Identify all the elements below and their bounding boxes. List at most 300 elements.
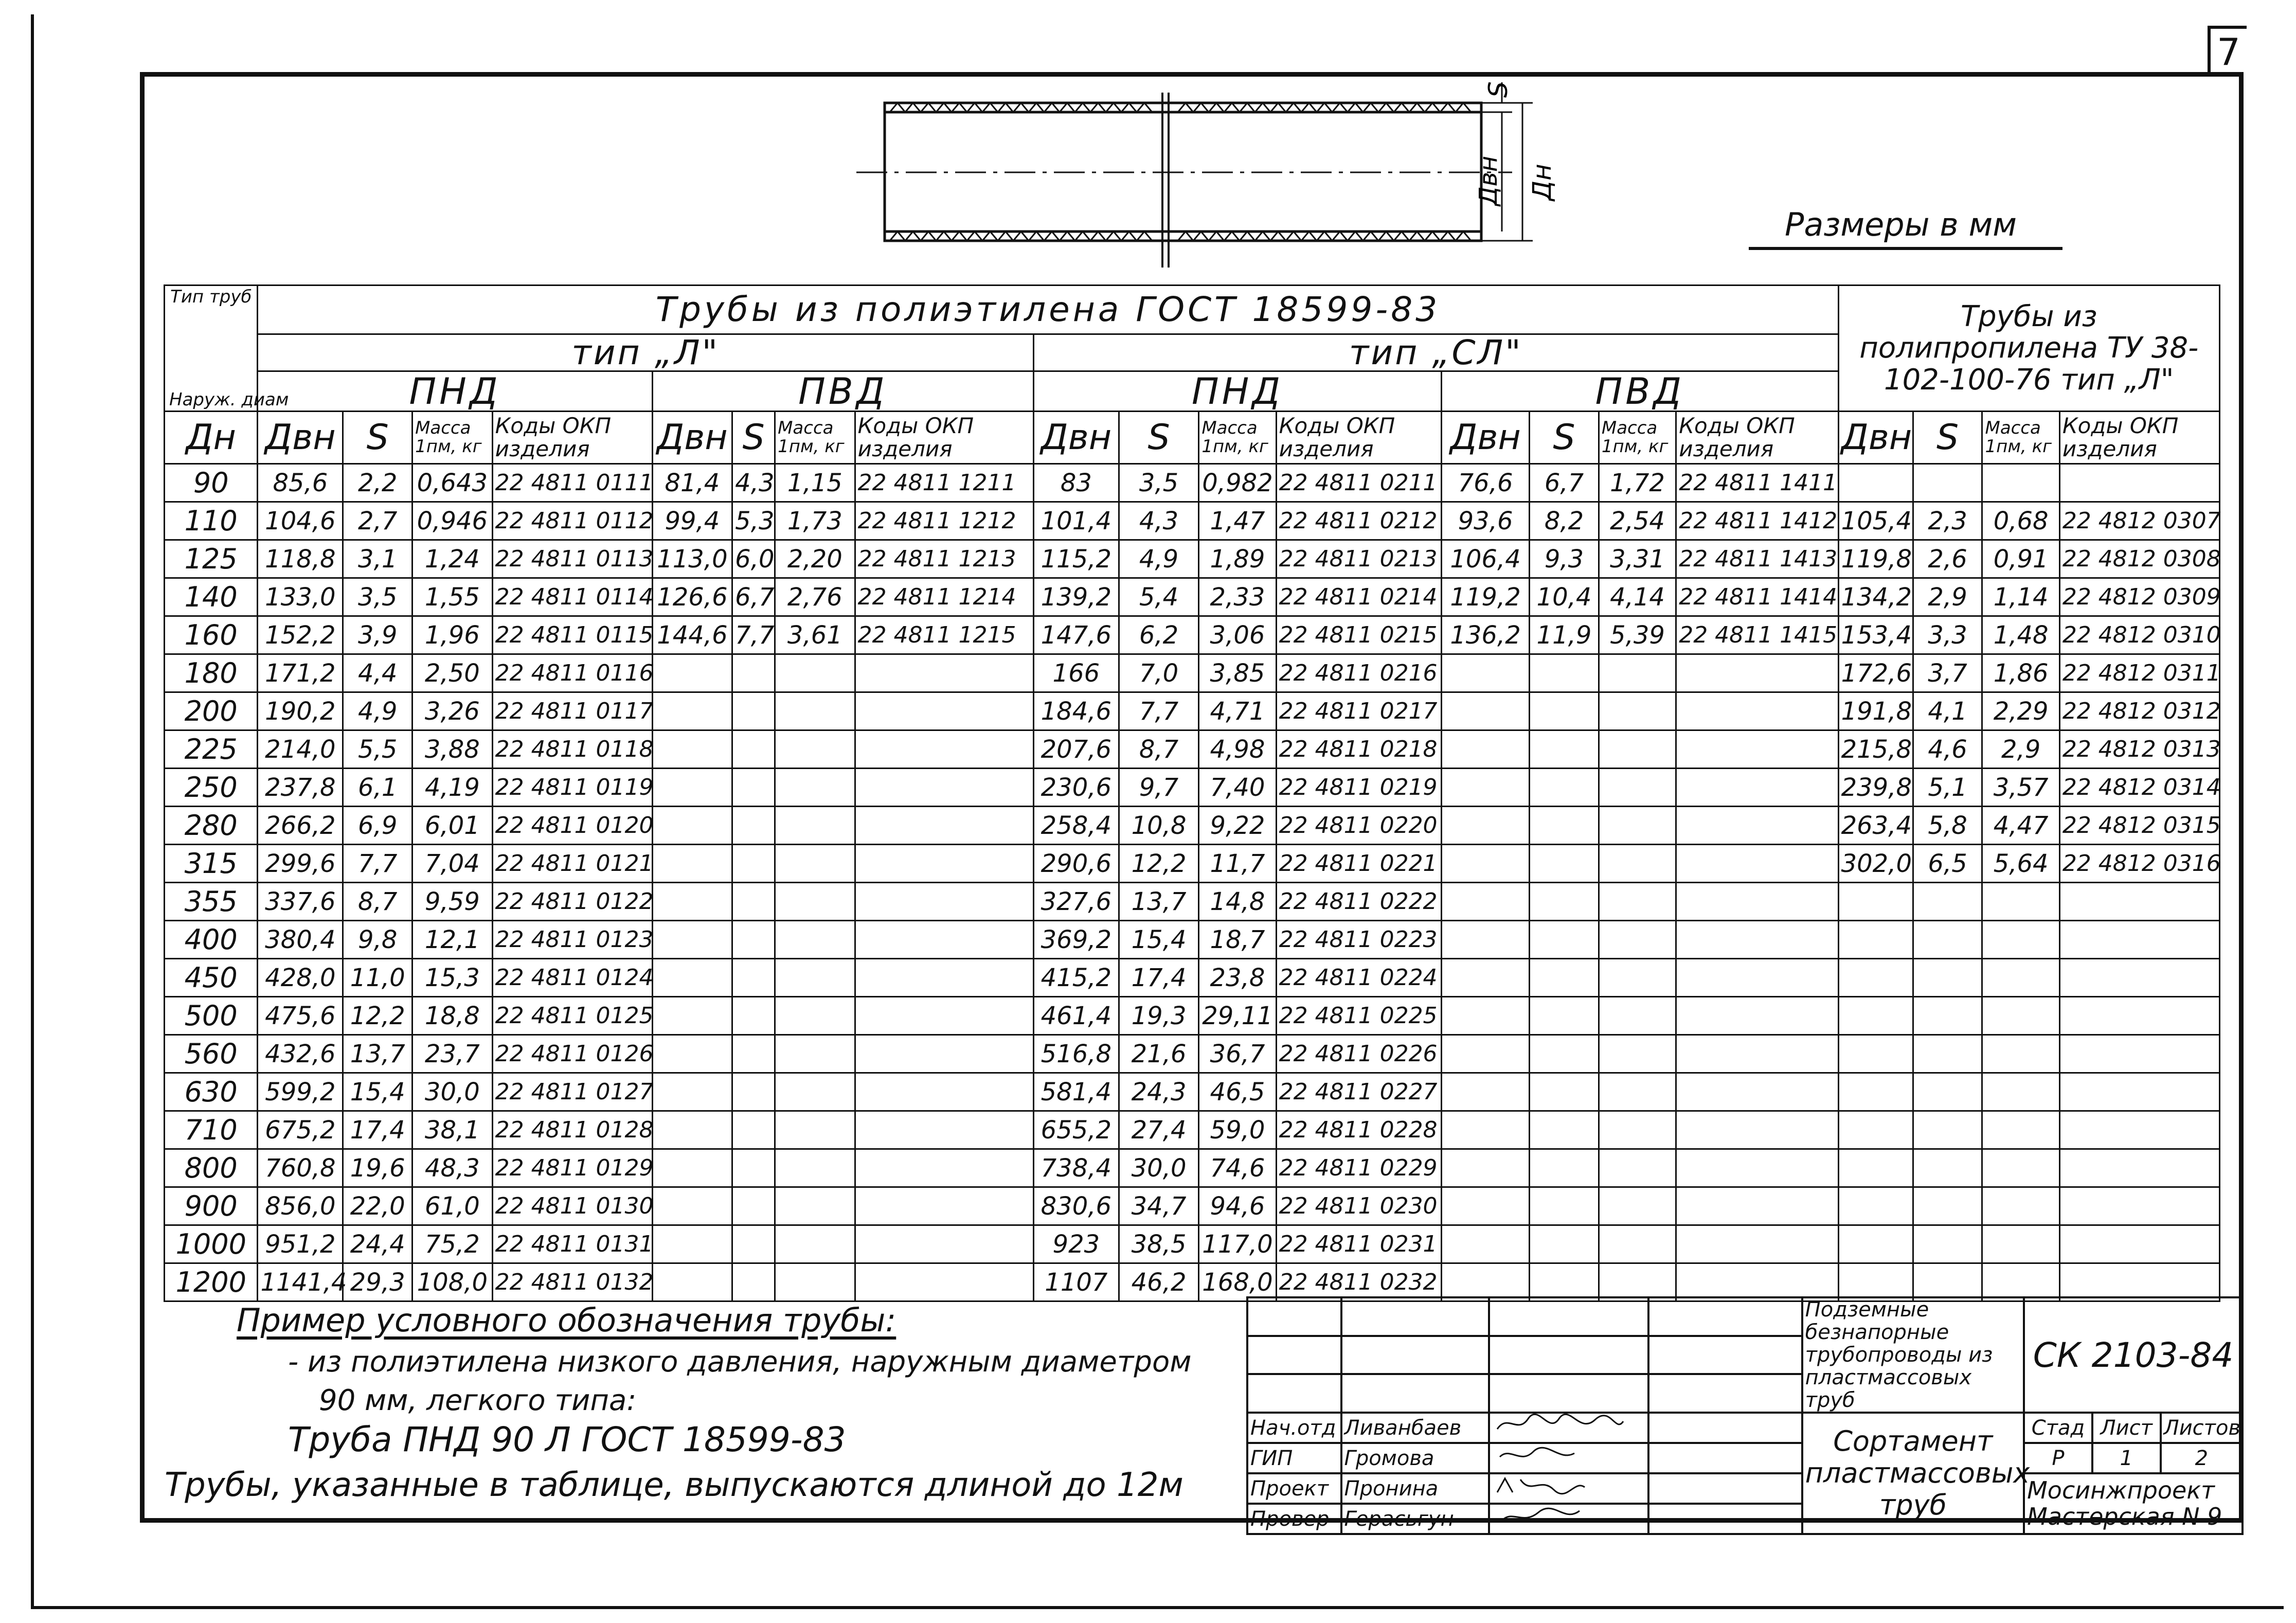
pvd-sl-mass-cell: 1,72 xyxy=(1599,464,1676,502)
pnd-l-code-cell: 22 4811 0111 xyxy=(492,464,652,502)
pp-code-cell xyxy=(2059,997,2219,1035)
pnd-sl-s-cell: 38,5 xyxy=(1119,1225,1199,1263)
outer-diameter-cell: 225 xyxy=(165,730,258,769)
outer-diameter-cell: 450 xyxy=(165,959,258,997)
pp-mass-cell xyxy=(1982,1149,2059,1187)
pvd-l-dvn-cell: 126,6 xyxy=(652,578,732,616)
pnd-l-mass-cell: 30,0 xyxy=(412,1073,493,1111)
pvd-sl-s-cell xyxy=(1530,1187,1599,1225)
pnd-sl-s-cell: 12,2 xyxy=(1119,845,1199,883)
pp-s-cell xyxy=(1913,464,1982,502)
pp-dvn-cell xyxy=(1838,1263,1913,1301)
pvd-sl-mass-cell xyxy=(1599,1111,1676,1149)
pnd-l-s-cell: 12,2 xyxy=(343,997,412,1035)
pvd-sl-dvn-cell xyxy=(1442,769,1530,807)
pp-code-cell: 22 4812 0313 xyxy=(2059,730,2219,769)
name-gip: Громова xyxy=(1341,1443,1490,1473)
pvd-sl-s-cell: 10,4 xyxy=(1530,578,1599,616)
col-s: S xyxy=(1530,412,1599,464)
pvd-sl-code-cell: 22 4811 1415 xyxy=(1676,616,1838,654)
pvd-sl-code-cell xyxy=(1676,883,1838,921)
pnd-l-s-cell: 4,9 xyxy=(343,692,412,730)
pnd-sl-code-cell: 22 4811 0214 xyxy=(1276,578,1441,616)
pnd-l-dvn-cell: 190,2 xyxy=(258,692,343,730)
table-row xyxy=(165,807,2220,845)
pnd-sl-s-cell: 17,4 xyxy=(1119,959,1199,997)
pvd-sl-code-cell xyxy=(1676,959,1838,997)
pp-dvn-cell: 239,8 xyxy=(1838,769,1913,807)
pnd-l-mass-cell: 18,8 xyxy=(412,997,493,1035)
pnd-l-code-cell: 22 4811 0120 xyxy=(492,807,652,845)
pnd-sl-dvn-cell: 830,6 xyxy=(1033,1187,1119,1225)
pp-dvn-cell xyxy=(1838,1035,1913,1073)
pnd-sl-s-cell: 3,5 xyxy=(1119,464,1199,502)
pp-mass-cell xyxy=(1982,1225,2059,1263)
pvd-l-s-cell xyxy=(732,1073,775,1111)
pvd-sl-dvn-cell xyxy=(1442,1263,1530,1301)
pvd-sl-mass-cell xyxy=(1599,1263,1676,1301)
pvd-sl-code-cell xyxy=(1676,769,1838,807)
pnd-sl-code-cell: 22 4811 0230 xyxy=(1276,1187,1441,1225)
pp-mass-cell: 0,68 xyxy=(1982,502,2059,540)
pnd-sl-s-cell: 27,4 xyxy=(1119,1111,1199,1149)
pnd-l-mass-cell: 7,04 xyxy=(412,845,493,883)
outer-diameter-cell: 560 xyxy=(165,1035,258,1073)
pp-code-cell xyxy=(2059,1225,2219,1263)
pvd-l-dvn-cell xyxy=(652,845,732,883)
pvd-l-code-cell: 22 4811 1213 xyxy=(855,540,1033,578)
pvd-sl-dvn-cell: 136,2 xyxy=(1442,616,1530,654)
pp-code-cell: 22 4812 0309 xyxy=(2059,578,2219,616)
pvd-l-dvn-cell xyxy=(652,883,732,921)
pvd-sl-mass-cell xyxy=(1599,1225,1676,1263)
pnd-l-header: ПНД xyxy=(258,371,652,412)
pnd-sl-dvn-cell: 166 xyxy=(1033,654,1119,692)
sheet-title: Сортамент пластмассовых труб xyxy=(1802,1413,2024,1534)
pvd-l-code-cell xyxy=(855,1073,1033,1111)
pvd-sl-code-cell xyxy=(1676,921,1838,959)
col-mass: Масса 1пм, кг xyxy=(775,412,855,464)
pvd-sl-dvn-cell xyxy=(1442,807,1530,845)
pvd-l-mass-cell xyxy=(775,769,855,807)
pp-mass-cell xyxy=(1982,959,2059,997)
pvd-sl-s-cell xyxy=(1530,654,1599,692)
pvd-sl-dvn-cell xyxy=(1442,1035,1530,1073)
pvd-l-mass-cell xyxy=(775,1111,855,1149)
pnd-l-dvn-cell: 475,6 xyxy=(258,997,343,1035)
pvd-sl-dvn-cell xyxy=(1442,1149,1530,1187)
pnd-l-code-cell: 22 4811 0121 xyxy=(492,845,652,883)
corner-bottom-label: Наруж. диам xyxy=(169,389,289,410)
pp-s-cell: 2,3 xyxy=(1913,502,1982,540)
pnd-sl-s-cell: 19,3 xyxy=(1119,997,1199,1035)
pvd-l-dvn-cell: 144,6 xyxy=(652,616,732,654)
pnd-l-dvn-cell: 1141,4 xyxy=(258,1263,343,1301)
pvd-sl-mass-cell xyxy=(1599,807,1676,845)
pnd-sl-s-cell: 15,4 xyxy=(1119,921,1199,959)
pp-dvn-cell: 215,8 xyxy=(1838,730,1913,769)
pp-code-cell xyxy=(2059,464,2219,502)
pnd-sl-mass-cell: 36,7 xyxy=(1199,1035,1276,1073)
pp-code-cell xyxy=(2059,921,2219,959)
pvd-l-s-cell xyxy=(732,1035,775,1073)
pvd-l-dvn-cell xyxy=(652,997,732,1035)
table-row xyxy=(165,883,2220,921)
pnd-l-dvn-cell: 760,8 xyxy=(258,1149,343,1187)
pnd-l-s-cell: 29,3 xyxy=(343,1263,412,1301)
pnd-sl-mass-cell: 59,0 xyxy=(1199,1111,1276,1149)
pp-dvn-cell xyxy=(1838,921,1913,959)
pvd-sl-mass-cell: 4,14 xyxy=(1599,578,1676,616)
pnd-sl-dvn-cell: 184,6 xyxy=(1033,692,1119,730)
pvd-sl-dvn-cell xyxy=(1442,1073,1530,1111)
table-row xyxy=(165,692,2220,730)
pvd-sl-mass-cell xyxy=(1599,959,1676,997)
stage-value: Р xyxy=(2024,1443,2092,1473)
pvd-sl-code-cell xyxy=(1676,1111,1838,1149)
pnd-sl-s-cell: 30,0 xyxy=(1119,1149,1199,1187)
pp-s-cell xyxy=(1913,1263,1982,1301)
pnd-sl-mass-cell: 14,8 xyxy=(1199,883,1276,921)
pnd-l-dvn-cell: 380,4 xyxy=(258,921,343,959)
col-codes: Коды ОКП изделия xyxy=(1276,412,1441,464)
sizes-underline xyxy=(1749,247,2062,250)
pp-s-cell xyxy=(1913,1149,1982,1187)
pvd-sl-s-cell xyxy=(1530,1035,1599,1073)
pvd-sl-s-cell: 9,3 xyxy=(1530,540,1599,578)
pvd-sl-dvn-cell: 106,4 xyxy=(1442,540,1530,578)
pnd-l-code-cell: 22 4811 0117 xyxy=(492,692,652,730)
pp-dvn-cell: 191,8 xyxy=(1838,692,1913,730)
pvd-l-code-cell xyxy=(855,807,1033,845)
role-head: Нач.отд xyxy=(1247,1413,1341,1443)
pnd-sl-dvn-cell: 83 xyxy=(1033,464,1119,502)
pnd-l-dvn-cell: 951,2 xyxy=(258,1225,343,1263)
pp-mass-cell xyxy=(1982,1035,2059,1073)
pnd-l-s-cell: 3,9 xyxy=(343,616,412,654)
pnd-sl-code-cell: 22 4811 0212 xyxy=(1276,502,1441,540)
pnd-l-dvn-cell: 152,2 xyxy=(258,616,343,654)
pvd-sl-code-cell xyxy=(1676,1073,1838,1111)
col-dvn: Двн xyxy=(1033,412,1119,464)
pp-s-cell xyxy=(1913,921,1982,959)
pvd-sl-s-cell xyxy=(1530,730,1599,769)
pvd-l-dvn-cell xyxy=(652,654,732,692)
pnd-sl-dvn-cell: 147,6 xyxy=(1033,616,1119,654)
pnd-l-code-cell: 22 4811 0126 xyxy=(492,1035,652,1073)
pnd-l-mass-cell: 3,88 xyxy=(412,730,493,769)
pnd-l-mass-cell: 38,1 xyxy=(412,1111,493,1149)
pvd-l-dvn-cell xyxy=(652,807,732,845)
pnd-sl-mass-cell: 9,22 xyxy=(1199,807,1276,845)
pvd-l-code-cell xyxy=(855,730,1033,769)
pnd-sl-s-cell: 8,7 xyxy=(1119,730,1199,769)
pvd-l-s-cell xyxy=(732,845,775,883)
pnd-sl-code-cell: 22 4811 0225 xyxy=(1276,997,1441,1035)
pvd-l-code-cell xyxy=(855,883,1033,921)
pnd-sl-code-cell: 22 4811 0216 xyxy=(1276,654,1441,692)
pnd-sl-s-cell: 7,0 xyxy=(1119,654,1199,692)
pnd-l-mass-cell: 2,50 xyxy=(412,654,493,692)
pvd-sl-mass-cell xyxy=(1599,921,1676,959)
pvd-l-s-cell xyxy=(732,921,775,959)
pvd-sl-dvn-cell xyxy=(1442,845,1530,883)
pnd-sl-s-cell: 7,7 xyxy=(1119,692,1199,730)
pp-mass-cell: 1,48 xyxy=(1982,616,2059,654)
table-row xyxy=(165,1035,2220,1073)
sheet-number: 7 xyxy=(2208,26,2247,75)
name-head: Ливанбаев xyxy=(1341,1413,1490,1443)
pvd-sl-s-cell xyxy=(1530,959,1599,997)
pvd-sl-code-cell xyxy=(1676,807,1838,845)
pnd-l-mass-cell: 1,24 xyxy=(412,540,493,578)
pvd-l-dvn-cell xyxy=(652,1149,732,1187)
pvd-l-s-cell xyxy=(732,1263,775,1301)
pnd-l-dvn-cell: 237,8 xyxy=(258,769,343,807)
pvd-l-dvn-cell: 113,0 xyxy=(652,540,732,578)
sheets-value: 2 xyxy=(2161,1443,2243,1473)
pnd-l-code-cell: 22 4811 0119 xyxy=(492,769,652,807)
outer-diameter-cell: 315 xyxy=(165,845,258,883)
pvd-l-code-cell xyxy=(855,1035,1033,1073)
pnd-l-code-cell: 22 4811 0124 xyxy=(492,959,652,997)
outer-diameter-cell: 250 xyxy=(165,769,258,807)
pvd-sl-dvn-cell xyxy=(1442,654,1530,692)
pnd-l-mass-cell: 3,26 xyxy=(412,692,493,730)
pvd-l-mass-cell xyxy=(775,921,855,959)
pvd-sl-s-cell: 8,2 xyxy=(1530,502,1599,540)
pnd-sl-header: ПНД xyxy=(1033,371,1441,412)
pnd-sl-dvn-cell: 101,4 xyxy=(1033,502,1119,540)
pnd-sl-mass-cell: 29,11 xyxy=(1199,997,1276,1035)
table-row xyxy=(165,616,2220,654)
pnd-l-dvn-cell: 266,2 xyxy=(258,807,343,845)
table-row xyxy=(165,730,2220,769)
pnd-l-code-cell: 22 4811 0114 xyxy=(492,578,652,616)
pnd-sl-mass-cell: 74,6 xyxy=(1199,1149,1276,1187)
pvd-sl-mass-cell xyxy=(1599,1073,1676,1111)
signature-check xyxy=(1489,1504,1648,1534)
pp-s-cell xyxy=(1913,1225,1982,1263)
pnd-l-dvn-cell: 428,0 xyxy=(258,959,343,997)
outer-diameter-cell: 160 xyxy=(165,616,258,654)
pvd-l-mass-cell: 1,73 xyxy=(775,502,855,540)
pnd-l-mass-cell: 15,3 xyxy=(412,959,493,997)
pvd-sl-s-cell: 11,9 xyxy=(1530,616,1599,654)
pvd-l-s-cell xyxy=(732,692,775,730)
pnd-l-dvn-cell: 104,6 xyxy=(258,502,343,540)
col-dn: Дн xyxy=(165,412,258,464)
pnd-l-code-cell: 22 4811 0127 xyxy=(492,1073,652,1111)
pnd-sl-mass-cell: 94,6 xyxy=(1199,1187,1276,1225)
pvd-l-code-cell xyxy=(855,845,1033,883)
pp-s-cell: 3,7 xyxy=(1913,654,1982,692)
pvd-l-code-cell: 22 4811 1214 xyxy=(855,578,1033,616)
col-dvn: Двн xyxy=(258,412,343,464)
pvd-l-dvn-cell xyxy=(652,1225,732,1263)
pvd-sl-mass-cell xyxy=(1599,769,1676,807)
pvd-l-s-cell xyxy=(732,1111,775,1149)
pvd-l-code-cell: 22 4811 1215 xyxy=(855,616,1033,654)
pnd-sl-s-cell: 4,3 xyxy=(1119,502,1199,540)
pnd-sl-dvn-cell: 139,2 xyxy=(1033,578,1119,616)
pvd-l-dvn-cell xyxy=(652,921,732,959)
pnd-l-code-cell: 22 4811 0116 xyxy=(492,654,652,692)
pp-mass-cell xyxy=(1982,1187,2059,1225)
pnd-sl-dvn-cell: 461,4 xyxy=(1033,997,1119,1035)
pnd-l-s-cell: 8,7 xyxy=(343,883,412,921)
pnd-l-s-cell: 6,9 xyxy=(343,807,412,845)
pp-code-cell xyxy=(2059,959,2219,997)
outer-diameter-cell: 110 xyxy=(165,502,258,540)
table-row xyxy=(165,540,2220,578)
pvd-l-mass-cell xyxy=(775,1035,855,1073)
pp-mass-cell: 2,29 xyxy=(1982,692,2059,730)
pnd-l-dvn-cell: 171,2 xyxy=(258,654,343,692)
pnd-l-mass-cell: 61,0 xyxy=(412,1187,493,1225)
pvd-l-s-cell xyxy=(732,654,775,692)
table-row xyxy=(165,1073,2220,1111)
pnd-sl-mass-cell: 1,47 xyxy=(1199,502,1276,540)
sheet-value: 1 xyxy=(2092,1443,2161,1473)
pvd-sl-s-cell xyxy=(1530,1149,1599,1187)
pnd-sl-s-cell: 4,9 xyxy=(1119,540,1199,578)
pvd-sl-s-cell xyxy=(1530,845,1599,883)
pvd-l-dvn-cell xyxy=(652,692,732,730)
pnd-sl-dvn-cell: 115,2 xyxy=(1033,540,1119,578)
pvd-l-s-cell xyxy=(732,959,775,997)
pp-code-cell: 22 4812 0307 xyxy=(2059,502,2219,540)
pnd-sl-dvn-cell: 738,4 xyxy=(1033,1149,1119,1187)
table-row xyxy=(165,1111,2220,1149)
pvd-l-s-cell: 4,3 xyxy=(732,464,775,502)
pp-mass-cell xyxy=(1982,1263,2059,1301)
pvd-l-code-cell xyxy=(855,1187,1033,1225)
pnd-sl-dvn-cell: 369,2 xyxy=(1033,921,1119,959)
table-row xyxy=(165,502,2220,540)
pvd-sl-code-cell: 22 4811 1413 xyxy=(1676,540,1838,578)
pp-mass-cell: 3,57 xyxy=(1982,769,2059,807)
pp-mass-cell xyxy=(1982,1111,2059,1149)
pnd-l-code-cell: 22 4811 0129 xyxy=(492,1149,652,1187)
pnd-l-s-cell: 17,4 xyxy=(343,1111,412,1149)
pnd-sl-code-cell: 22 4811 0220 xyxy=(1276,807,1441,845)
pnd-l-mass-cell: 108,0 xyxy=(412,1263,493,1301)
project-title: Подземные безнапорные трубопроводы из пластмассовых труб xyxy=(1802,1297,2024,1413)
name-project: Пронина xyxy=(1341,1473,1490,1504)
col-mass: Масса 1пм, кг xyxy=(1199,412,1276,464)
sheets-label: Листов xyxy=(2161,1413,2243,1443)
pvd-l-mass-cell: 2,20 xyxy=(775,540,855,578)
table-row xyxy=(165,654,2220,692)
pnd-l-mass-cell: 9,59 xyxy=(412,883,493,921)
pnd-l-mass-cell: 4,19 xyxy=(412,769,493,807)
pnd-l-mass-cell: 75,2 xyxy=(412,1225,493,1263)
pvd-sl-mass-cell xyxy=(1599,1149,1676,1187)
pvd-sl-mass-cell xyxy=(1599,845,1676,883)
pvd-l-code-cell: 22 4811 1211 xyxy=(855,464,1033,502)
pvd-l-code-cell xyxy=(855,997,1033,1035)
pnd-sl-mass-cell: 7,40 xyxy=(1199,769,1276,807)
outer-diameter-cell: 500 xyxy=(165,997,258,1035)
pp-code-cell xyxy=(2059,1187,2219,1225)
pvd-l-s-cell xyxy=(732,1225,775,1263)
pvd-l-header: ПВД xyxy=(652,371,1033,412)
pvd-sl-mass-cell xyxy=(1599,1187,1676,1225)
pvd-l-s-cell xyxy=(732,807,775,845)
example-block xyxy=(237,1301,1265,1339)
pvd-l-mass-cell xyxy=(775,692,855,730)
pnd-sl-s-cell: 5,4 xyxy=(1119,578,1199,616)
label-d-inner: Двн xyxy=(1474,155,1503,206)
pvd-sl-code-cell xyxy=(1676,654,1838,692)
pnd-sl-mass-cell: 168,0 xyxy=(1199,1263,1276,1301)
col-mass: Масса 1пм, кг xyxy=(1599,412,1676,464)
pnd-sl-mass-cell: 23,8 xyxy=(1199,959,1276,997)
pvd-l-s-cell xyxy=(732,997,775,1035)
col-dvn: Двн xyxy=(1442,412,1530,464)
pvd-sl-dvn-cell xyxy=(1442,1187,1530,1225)
pp-mass-cell: 1,14 xyxy=(1982,578,2059,616)
pnd-l-dvn-cell: 299,6 xyxy=(258,845,343,883)
pvd-sl-dvn-cell xyxy=(1442,921,1530,959)
pnd-l-code-cell: 22 4811 0125 xyxy=(492,997,652,1035)
pvd-l-mass-cell xyxy=(775,807,855,845)
pvd-l-mass-cell: 1,15 xyxy=(775,464,855,502)
pp-s-cell xyxy=(1913,1187,1982,1225)
outer-diameter-cell: 140 xyxy=(165,578,258,616)
outer-diameter-cell: 180 xyxy=(165,654,258,692)
pvd-l-dvn-cell: 99,4 xyxy=(652,502,732,540)
col-mass: Масса 1пм, кг xyxy=(1982,412,2059,464)
pnd-l-s-cell: 4,4 xyxy=(343,654,412,692)
pnd-l-s-cell: 2,7 xyxy=(343,502,412,540)
pnd-l-mass-cell: 1,55 xyxy=(412,578,493,616)
pp-dvn-cell xyxy=(1838,464,1913,502)
pvd-sl-code-cell xyxy=(1676,1149,1838,1187)
col-s: S xyxy=(732,412,775,464)
pnd-sl-dvn-cell: 923 xyxy=(1033,1225,1119,1263)
pp-code-cell xyxy=(2059,1035,2219,1073)
pvd-sl-mass-cell xyxy=(1599,997,1676,1035)
pipe-section-drawing xyxy=(833,72,1579,288)
pnd-sl-dvn-cell: 230,6 xyxy=(1033,769,1119,807)
pp-s-cell: 2,9 xyxy=(1913,578,1982,616)
pnd-sl-code-cell: 22 4811 0221 xyxy=(1276,845,1441,883)
pvd-sl-s-cell xyxy=(1530,1263,1599,1301)
pp-code-cell xyxy=(2059,1073,2219,1111)
pnd-sl-mass-cell: 3,85 xyxy=(1199,654,1276,692)
pvd-l-mass-cell xyxy=(775,883,855,921)
pvd-sl-dvn-cell xyxy=(1442,1111,1530,1149)
pvd-sl-mass-cell xyxy=(1599,1035,1676,1073)
outer-diameter-cell: 1000 xyxy=(165,1225,258,1263)
pvd-sl-dvn-cell xyxy=(1442,997,1530,1035)
pp-code-cell: 22 4812 0311 xyxy=(2059,654,2219,692)
outer-diameter-cell: 90 xyxy=(165,464,258,502)
label-s: S xyxy=(1483,81,1513,98)
pvd-l-code-cell xyxy=(855,1263,1033,1301)
pnd-sl-code-cell: 22 4811 0223 xyxy=(1276,921,1441,959)
outer-diameter-cell: 630 xyxy=(165,1073,258,1111)
pnd-sl-dvn-cell: 258,4 xyxy=(1033,807,1119,845)
table-row xyxy=(165,769,2220,807)
pnd-sl-mass-cell: 4,71 xyxy=(1199,692,1276,730)
pp-dvn-cell xyxy=(1838,997,1913,1035)
pp-code-cell xyxy=(2059,883,2219,921)
example-line-2: 90 мм, легкого типа: xyxy=(319,1384,637,1417)
example-line-1: - из полиэтилена низкого давления, наружным диаметром xyxy=(288,1345,1192,1379)
